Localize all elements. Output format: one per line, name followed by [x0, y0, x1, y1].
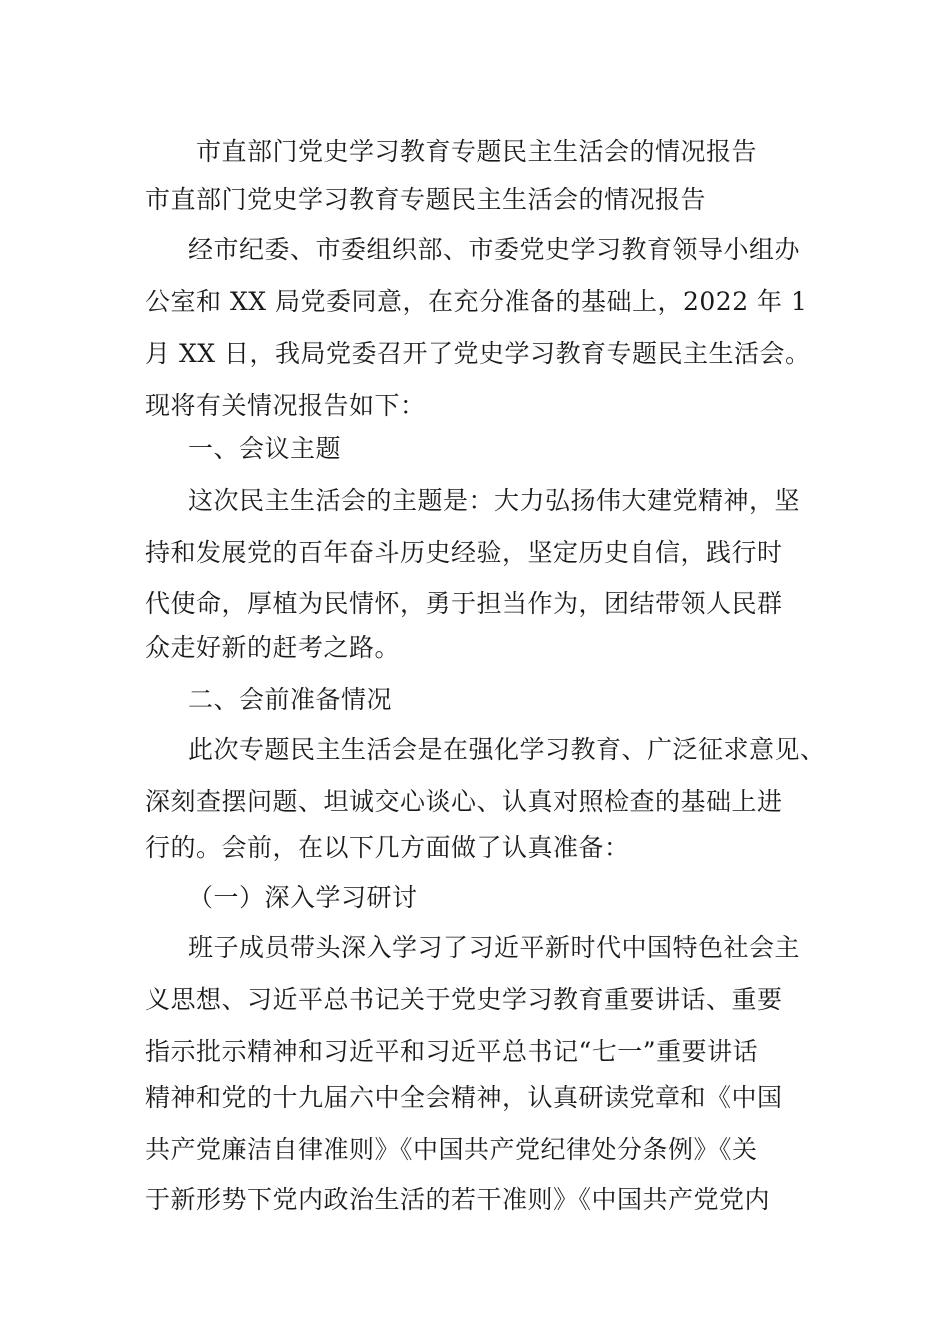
- paragraph-line: 精神和党的十九届六中全会精神，认真研读党章和《中国: [145, 1083, 783, 1112]
- paragraph-line: 此次专题民主生活会是在强化学习教育、广泛征求意见、: [188, 735, 826, 764]
- paragraph-line: 这次民主生活会的主题是：大力弘扬伟大建党精神，坚: [188, 486, 801, 515]
- paragraph-line: 众走好新的赶考之路。: [145, 633, 401, 662]
- paragraph-line: 行的。会前，在以下几方面做了认真准备：: [145, 833, 630, 862]
- paragraph-line: 深刻查摆问题、坦诚交心谈心、认真对照检查的基础上进: [145, 787, 783, 816]
- paragraph-line: 代使命，厚植为民情怀，勇于担当作为，团结带领人民群: [145, 589, 783, 618]
- subsection-heading: （一）深入学习研讨: [188, 883, 418, 912]
- paragraph-line: 于新形势下党内政治生活的若干准则》《中国共产党党内: [145, 1185, 771, 1214]
- section-heading: 二、会前准备情况: [188, 685, 393, 714]
- document-subtitle: 市直部门党史学习教育专题民主生活会的情况报告: [145, 185, 707, 214]
- paragraph-line: 现将有关情况报告如下：: [145, 391, 426, 420]
- paragraph-line: 班子成员带头深入学习了习近平新时代中国特色社会主: [188, 933, 801, 962]
- paragraph-line: 义思想、习近平总书记关于党史学习教育重要讲话、重要: [145, 985, 783, 1014]
- paragraph-line: 共产党廉洁自律准则》《中国共产党纪律处分条例》《关: [145, 1135, 758, 1164]
- paragraph-line: 经市纪委、市委组织部、市委党史学习教育领导小组办: [188, 235, 801, 264]
- paragraph-line: 月 XX 日，我局党委召开了党史学习教育专题民主生活会。: [145, 339, 811, 368]
- document-title: 市直部门党史学习教育专题民主生活会的情况报告: [196, 137, 758, 166]
- section-heading: 一、会议主题: [188, 434, 342, 463]
- paragraph-line: 公室和 XX 局党委同意，在充分准备的基础上，2022 年 1: [145, 287, 808, 316]
- paragraph-line: 持和发展党的百年奋斗历史经验，坚定历史自信，践行时: [145, 538, 783, 567]
- paragraph-line: 指示批示精神和习近平和习近平总书记“七一”重要讲话: [145, 1037, 759, 1066]
